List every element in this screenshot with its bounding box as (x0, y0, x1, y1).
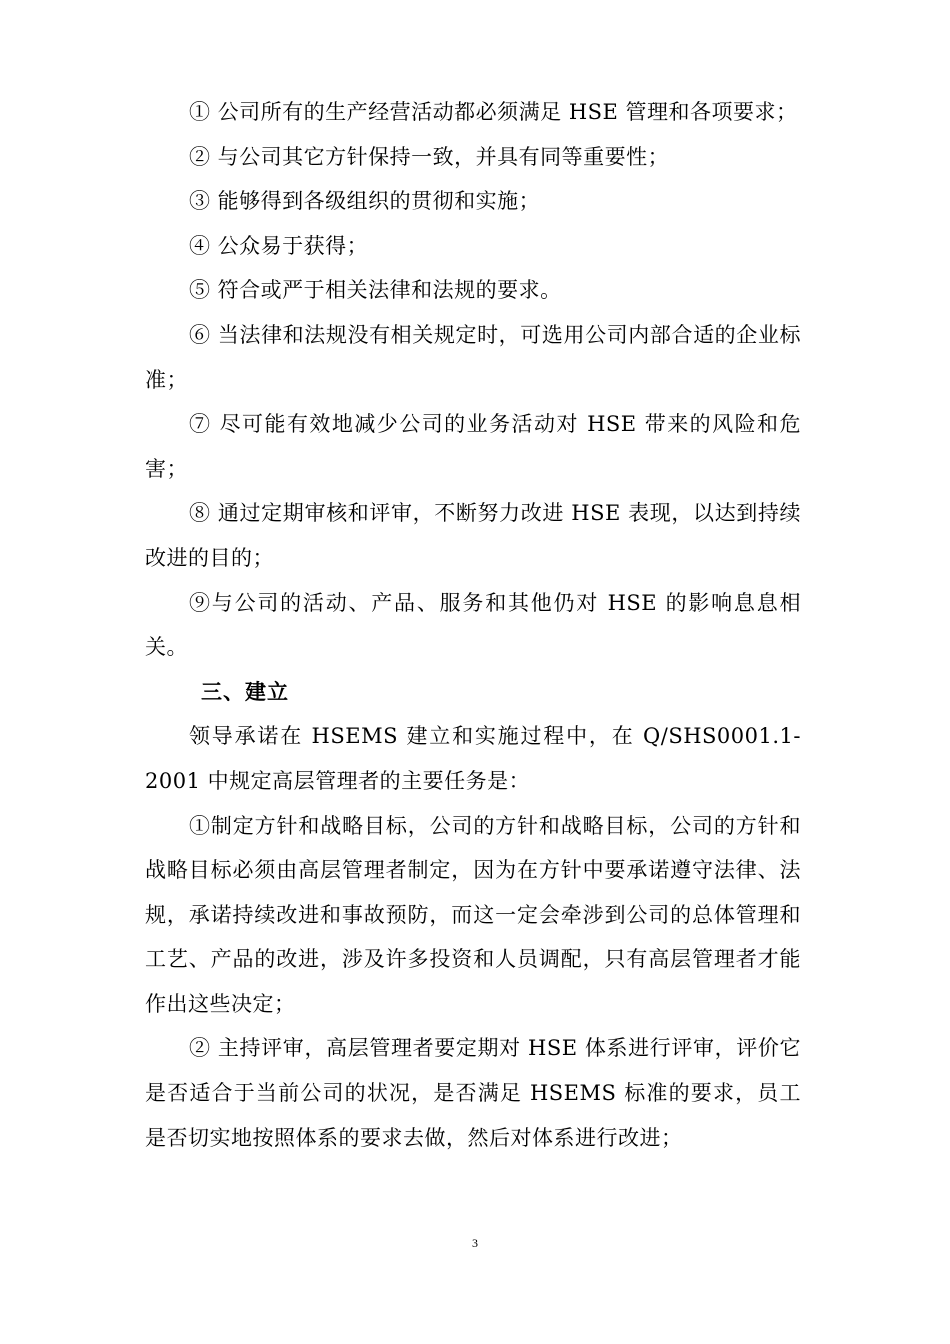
list-item-7: ⑦ 尽可能有效地减少公司的业务活动对 HSE 带来的风险和危害； (145, 412, 801, 481)
document-body (145, 90, 801, 1160)
list-item-4: ④ 公众易于获得； (189, 233, 369, 258)
list-item-1: ① 公司所有的生产经营活动都必须满足 HSE 管理和各项要求； (189, 100, 798, 124)
section-heading: 三、建立 (201, 678, 289, 704)
section-intro-paragraph: 领导承诺在 HSEMS 建立和实施过程中，在 Q/SHS0001.1-2001 中规定高层管理者的主要任务是： (145, 724, 801, 793)
list-item-8: ⑧ 通过定期审核和评审，不断努力改进 HSE 表现，以达到持续改进的目的； (145, 501, 801, 570)
list-item-5: ⑤ 符合或严于相关法律和法规的要求。 (189, 278, 562, 303)
list-item-9: ⑨与公司的活动、产品、服务和其他仍对 HSE 的影响息息相关。 (145, 590, 801, 660)
task-item-1: ①制定方针和战略目标，公司的方针和战略目标，公司的方针和战略目标必须由高层管理者制定，因为在方针中要承诺遵守法律、法规，承诺持续改进和事故预防，而这一定会牵涉到公司的总体管理和工艺、产品的改进，涉及许多投资和人员调配，只有高层管理者才能作出这些决定； (145, 813, 801, 1016)
list-item-3: ③ 能够得到各级组织的贯彻和实施； (189, 189, 541, 214)
task-item-2: ② 主持评审，高层管理者要定期对 HSE 体系进行评审，评价它是否适合于当前公司的状况，是否满足 HSEMS 标准的要求，员工是否切实地按照体系的要求去做，然后对体系进行改进； (145, 1036, 801, 1150)
list-item-6: ⑥ 当法律和法规没有相关规定时，可选用公司内部合适的企业标准； (145, 322, 801, 392)
page-number: 3 (472, 1236, 478, 1250)
list-item-2: ② 与公司其它方针保持一致，并具有同等重要性； (189, 144, 670, 169)
